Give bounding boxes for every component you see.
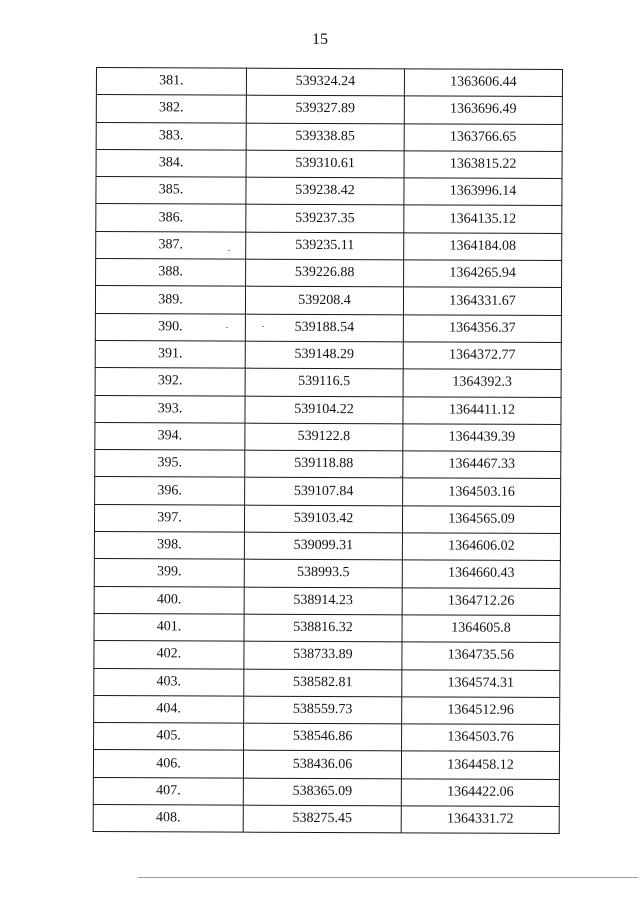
- y-coordinate-cell: 1364439.39: [403, 424, 561, 452]
- y-coordinate-cell: 1364265.94: [404, 260, 562, 288]
- point-number-cell: 382.: [96, 95, 246, 123]
- table-row: [94, 532, 560, 561]
- table-row: [93, 750, 559, 779]
- point-number-cell: 394.: [95, 422, 245, 450]
- y-coordinate-cell: 1364605.8: [402, 615, 560, 643]
- scan-speck: [226, 327, 228, 328]
- point-number-cell: 399.: [94, 559, 244, 587]
- y-coordinate-cell: 1364331.67: [403, 287, 561, 315]
- x-coordinate-cell: 539338.85: [246, 123, 404, 151]
- scan-speck: [262, 326, 264, 327]
- point-number-cell: 407.: [93, 777, 243, 805]
- table-row: [96, 177, 562, 206]
- point-number-cell: 396.: [95, 477, 245, 505]
- point-number-cell: 388.: [96, 259, 246, 287]
- y-coordinate-cell: 1364411.12: [403, 396, 561, 424]
- coordinates-table: [93, 67, 563, 834]
- x-coordinate-cell: 539235.11: [246, 232, 404, 260]
- table-row: [96, 95, 562, 124]
- y-coordinate-cell: 1364565.09: [402, 506, 560, 534]
- x-coordinate-cell: 539208.4: [245, 287, 403, 315]
- point-number-cell: 405.: [94, 723, 244, 751]
- y-coordinate-cell: 1364356.37: [403, 315, 561, 343]
- x-coordinate-cell: 538275.45: [243, 805, 401, 833]
- x-coordinate-cell: 538559.73: [244, 696, 402, 724]
- table-row: [94, 695, 560, 724]
- y-coordinate-cell: 1364503.76: [402, 724, 560, 752]
- x-coordinate-cell: 539238.42: [246, 177, 404, 205]
- point-number-cell: 402.: [94, 641, 244, 669]
- scan-speck: [400, 476, 402, 477]
- table-row: [95, 477, 561, 506]
- table-row: [95, 313, 561, 342]
- point-number-cell: 383.: [96, 122, 246, 150]
- table-row: [94, 668, 560, 697]
- point-number-cell: 406.: [93, 750, 243, 778]
- x-coordinate-cell: 539116.5: [245, 368, 403, 396]
- y-coordinate-cell: 1364712.26: [402, 587, 560, 615]
- table-row: [96, 204, 562, 233]
- table-row: [95, 286, 561, 315]
- x-coordinate-cell: 539099.31: [244, 532, 402, 560]
- point-number-cell: 395.: [95, 450, 245, 478]
- table-row: [96, 68, 562, 97]
- table-row: [96, 231, 562, 260]
- point-number-cell: 404.: [94, 695, 244, 723]
- y-coordinate-cell: 1363766.65: [404, 123, 562, 151]
- y-coordinate-cell: 1364660.43: [402, 560, 560, 588]
- point-number-cell: 392.: [95, 368, 245, 396]
- y-coordinate-cell: 1364735.56: [402, 642, 560, 670]
- table-row: [93, 777, 559, 806]
- x-coordinate-cell: 539237.35: [246, 205, 404, 233]
- x-coordinate-cell: 539188.54: [245, 314, 403, 342]
- point-number-cell: 403.: [94, 668, 244, 696]
- point-number-cell: 385.: [96, 177, 246, 205]
- table-row: [96, 149, 562, 178]
- y-coordinate-cell: 1364135.12: [404, 205, 562, 233]
- point-number-cell: 390.: [95, 313, 245, 341]
- x-coordinate-cell: 539310.61: [246, 150, 404, 178]
- table-row: [94, 504, 560, 533]
- x-coordinate-cell: 538914.23: [244, 587, 402, 615]
- point-number-cell: 397.: [94, 504, 244, 532]
- point-number-cell: 389.: [95, 286, 245, 314]
- table-row: [95, 368, 561, 397]
- x-coordinate-cell: 538582.81: [244, 669, 402, 697]
- y-coordinate-cell: 1363696.49: [404, 96, 562, 124]
- x-coordinate-cell: 538365.09: [243, 778, 401, 806]
- y-coordinate-cell: 1364606.02: [402, 533, 560, 561]
- x-coordinate-cell: 539122.8: [245, 423, 403, 451]
- table-row: [94, 641, 560, 670]
- x-coordinate-cell: 538816.32: [244, 614, 402, 642]
- point-number-cell: 391.: [95, 340, 245, 368]
- table-row: [94, 723, 560, 752]
- y-coordinate-cell: 1364458.12: [401, 751, 559, 779]
- point-number-cell: 401.: [94, 613, 244, 641]
- point-number-cell: 393.: [95, 395, 245, 423]
- table-row: [94, 586, 560, 615]
- point-number-cell: 381.: [96, 68, 246, 96]
- y-coordinate-cell: 1364467.33: [403, 451, 561, 479]
- x-coordinate-cell: 538546.86: [244, 723, 402, 751]
- x-coordinate-cell: 538993.5: [244, 559, 402, 587]
- point-number-cell: 400.: [94, 586, 244, 614]
- point-number-cell: 398.: [94, 532, 244, 560]
- table-row: [94, 559, 560, 588]
- x-coordinate-cell: 539103.42: [244, 505, 402, 533]
- page-number: 15: [312, 31, 328, 48]
- x-coordinate-cell: 539226.88: [246, 259, 404, 287]
- y-coordinate-cell: 1364574.31: [402, 669, 560, 697]
- y-coordinate-cell: 1364512.96: [402, 697, 560, 725]
- x-coordinate-cell: 538436.06: [243, 751, 401, 779]
- y-coordinate-cell: 1364392.3: [403, 369, 561, 397]
- x-coordinate-cell: 538733.89: [244, 641, 402, 669]
- y-coordinate-cell: 1363606.44: [404, 69, 562, 97]
- x-coordinate-cell: 539327.89: [246, 95, 404, 123]
- table-row: [95, 422, 561, 451]
- table-row: [95, 395, 561, 424]
- table-row: [94, 613, 560, 642]
- point-number-cell: 386.: [96, 204, 246, 232]
- scan-speck: [228, 250, 230, 251]
- y-coordinate-cell: 1363996.14: [404, 178, 562, 206]
- point-number-cell: 384.: [96, 149, 246, 177]
- x-coordinate-cell: 539107.84: [245, 478, 403, 506]
- y-coordinate-cell: 1364372.77: [403, 342, 561, 370]
- scan-edge-line: [138, 877, 638, 878]
- table-row: [93, 805, 559, 834]
- point-number-cell: 387.: [96, 231, 246, 259]
- table-row: [96, 259, 562, 288]
- y-coordinate-cell: 1364184.08: [404, 233, 562, 261]
- x-coordinate-cell: 539148.29: [245, 341, 403, 369]
- point-number-cell: 408.: [93, 805, 243, 833]
- y-coordinate-cell: 1364422.06: [401, 779, 559, 807]
- coordinates-table-body: [93, 68, 562, 834]
- y-coordinate-cell: 1364331.72: [401, 806, 559, 834]
- y-coordinate-cell: 1363815.22: [404, 151, 562, 179]
- table-row: [95, 450, 561, 479]
- y-coordinate-cell: 1364503.16: [403, 478, 561, 506]
- table-row: [95, 340, 561, 369]
- x-coordinate-cell: 539104.22: [245, 396, 403, 424]
- x-coordinate-cell: 539324.24: [246, 68, 404, 96]
- x-coordinate-cell: 539118.88: [245, 450, 403, 478]
- table-row: [96, 122, 562, 151]
